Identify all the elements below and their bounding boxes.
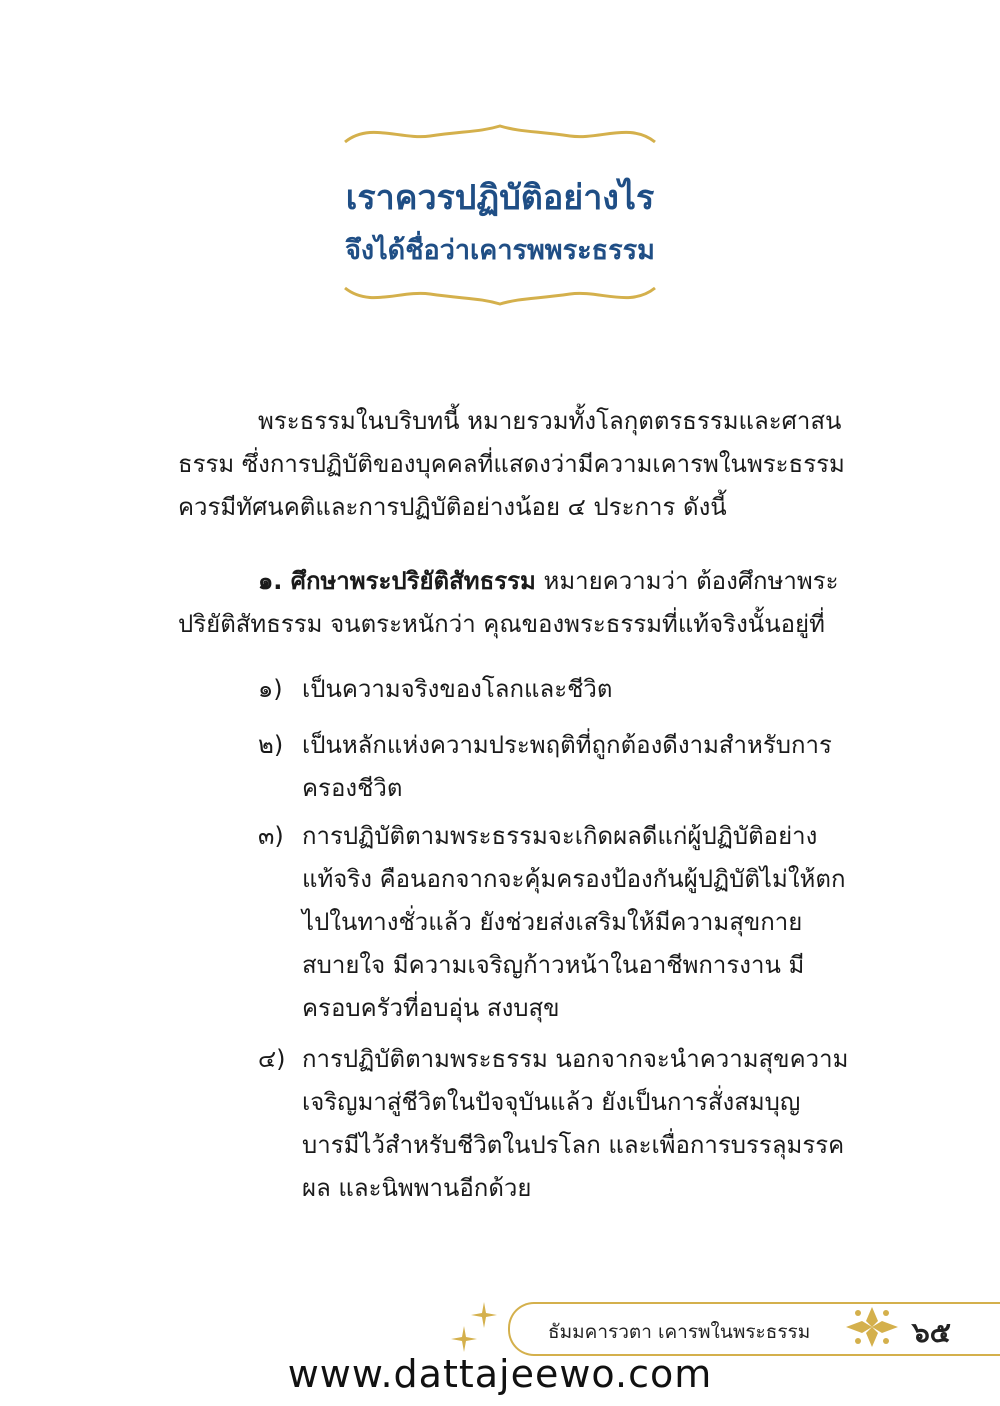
website-url: www.dattajeewo.com bbox=[287, 1352, 713, 1396]
list-item-text: เป็นความจริงของโลกและชีวิต bbox=[302, 675, 613, 703]
intro-paragraph bbox=[178, 400, 850, 529]
flower-ornament-icon bbox=[844, 1303, 900, 1351]
title-line-2: จึงได้ชื่อว่าเคารพพระธรรม bbox=[345, 235, 655, 266]
list-item-number: ๑) bbox=[258, 675, 283, 703]
section-1-paragraph bbox=[178, 560, 850, 646]
list-item-text: การปฏิบัติตามพระธรรม นอกจากจะนำความสุขความเจริญมาสู่ชีวิตในปัจจุบันแล้ว ยังเป็นการสั่งสมบุญบารมีไว้สำหรับชีวิตในปรโลก และเพื่อการบรรลุมรรค ผล และนิพพานอีกด้วย bbox=[302, 1045, 849, 1202]
list-item-number: ๓) bbox=[258, 822, 284, 850]
section-1-heading: ๑. ศึกษาพระปริยัติสัทธรรม bbox=[258, 567, 536, 595]
list-item bbox=[258, 724, 850, 810]
section-1-text: หมายความว่า ต้องศึกษาพระปริยัติสัทธรรม จนตระหนักว่า คุณของพระธรรมที่แท้จริงนั้นอยู่ที่ bbox=[178, 567, 839, 638]
list-item-number: ๔) bbox=[258, 1045, 286, 1073]
page-number: ๖๕ bbox=[912, 1316, 951, 1349]
list-item bbox=[258, 668, 850, 711]
list-item bbox=[258, 815, 850, 1030]
intro-text: พระธรรมในบริบทนี้ หมายรวมทั้งโลกุตตรธรรมและศาสนธรรม ซึ่งการปฏิบัติของบุคคลที่แสดงว่ามีความเคารพในพระธรรม ควรมีทัศนคติและการปฏิบัติอย่างน้อย ๔ ประการ ดังนี้ bbox=[178, 407, 845, 521]
list-item-text: เป็นหลักแห่งความประพฤติที่ถูกต้องดีงามสำหรับการครองชีวิต bbox=[302, 731, 832, 802]
sparkle-ornament-icon bbox=[450, 1300, 500, 1358]
list-item-number: ๒) bbox=[258, 731, 284, 759]
list-item-text: การปฏิบัติตามพระธรรมจะเกิดผลดีแก่ผู้ปฏิบัติอย่างแท้จริง คือนอกจากจะคุ้มครองป้องกันผู้ปฏิบัติไม่ให้ตกไปในทางชั่วแล้ว ยังช่วยส่งเสริมให้มีความสุขกายสบายใจ มีความเจริญก้าวหน้าในอาชีพการงาน มีครอบครัวที่อบอุ่น สงบสุข bbox=[302, 822, 846, 1022]
title-line-1: เราควรปฏิบัติอย่างไร bbox=[345, 178, 655, 218]
footer-title: ธัมมคารวตา เคารพในพระธรรม bbox=[548, 1321, 811, 1343]
list-item bbox=[258, 1038, 850, 1210]
